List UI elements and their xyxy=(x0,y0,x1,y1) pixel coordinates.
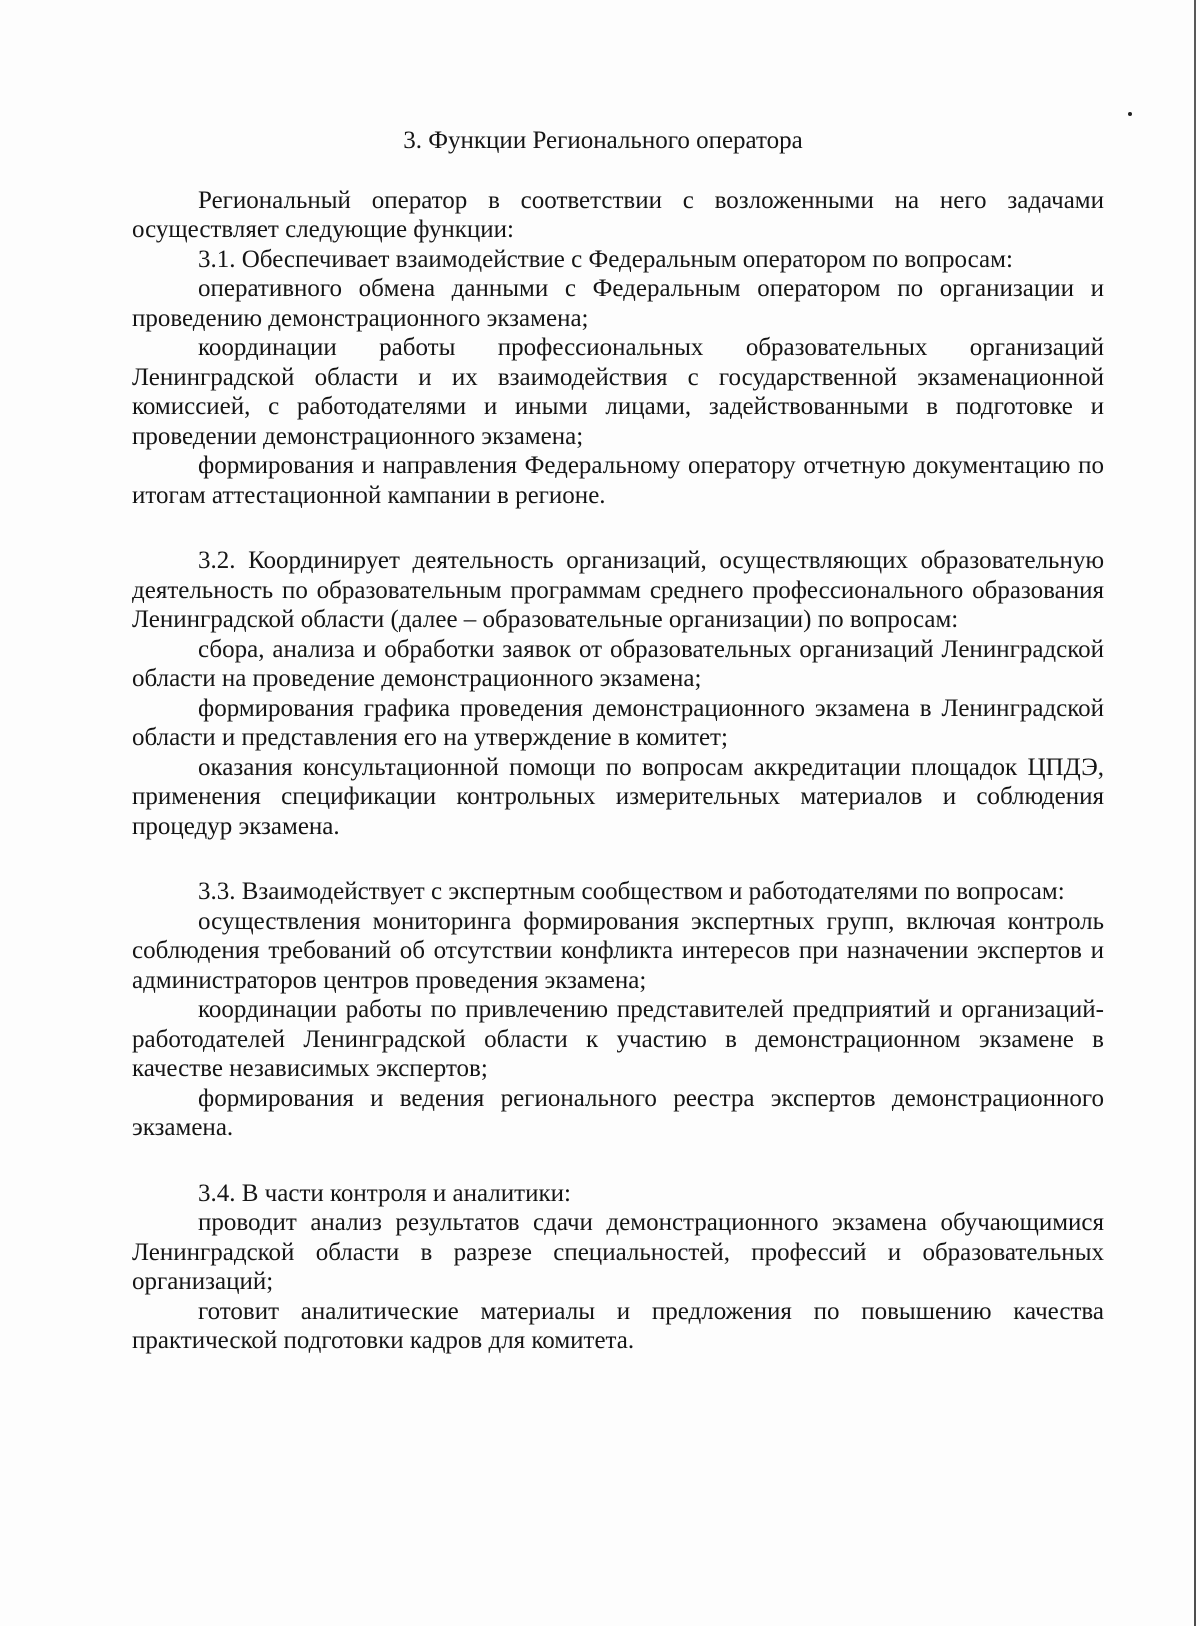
paragraph-p-3-1: 3.1. Обеспечивает взаимодействие с Федеральным оператором по вопросам: xyxy=(198,245,1013,273)
paragraph-p-3-4-b: готовит аналитические материалы и предложения по повышению качества практической подготовки кадров для комитета. xyxy=(132,1297,1104,1354)
scan-speck xyxy=(1128,112,1132,116)
paragraph-p-3-3: 3.3. Взаимодействует с экспертным сообществом и работодателями по вопросам: xyxy=(198,878,1065,905)
document-body xyxy=(132,126,1104,1356)
paragraph-p-3-1-a: оперативного обмена данными с Федеральным оператором по организации и проведению демонстрационного экзамена; xyxy=(132,275,1104,332)
paragraph-p-3-2: 3.2. Координирует деятельность организаций, осуществляющих образовательную деятельность по образовательным программам среднего профессионального образования Ленинградской области (далее – образовательные организации) по вопросам: xyxy=(132,547,1104,633)
paragraph-p-3-4-a: проводит анализ результатов сдачи демонстрационного экзамена обучающимися Ленинградской области в разрезе специальностей, профессий и образовательных организаций; xyxy=(132,1209,1104,1295)
paragraph-p-3-3-a: осуществления мониторинга формирования экспертных групп, включая контроль соблюдения требований об отсутствии конфликта интересов при назначении экспертов и администраторов центров проведения экзамена; xyxy=(132,907,1104,994)
paragraph-p-3-2-b: формирования графика проведения демонстрационного экзамена в Ленинградской области и представления его на утверждение в комитет; xyxy=(132,694,1104,751)
paragraph-p-3-1-b: координации работы профессиональных образовательных организаций Ленинградской области и их взаимодействия с государственной экзаменационной комиссией, с работодателями и иными лицами, задействованными в подготовке и проведении демонстрационного экзамена; xyxy=(132,334,1104,450)
paragraph-intro: Региональный оператор в соответствии с возложенными на него задачами осуществляет следующие функции: xyxy=(132,186,1104,243)
scan-edge-line xyxy=(1194,0,1196,1626)
paragraph-p-3-3-c: формирования и ведения регионального реестра экспертов демонстрационного экзамена. xyxy=(132,1084,1104,1141)
section-heading: 3. Функции Регионального оператора xyxy=(403,127,803,154)
paragraph-p-3-1-c: формирования и направления Федеральному оператору отчетную документацию по итогам аттестационной кампании в регионе. xyxy=(132,452,1104,509)
paragraph-p-3-3-b: координации работы по привлечению представителей предприятий и организаций-работодателей Ленинградской области к участию в демонстрационном экзамене в качестве независимых экспертов; xyxy=(132,996,1104,1082)
paragraph-p-3-2-a: сбора, анализа и обработки заявок от образовательных организаций Ленинградской области на проведение демонстрационного экзамена; xyxy=(132,635,1104,692)
paragraph-p-3-2-c: оказания консультационной помощи по вопросам аккредитации площадок ЦПДЭ, применения спецификации контрольных измерительных материалов и соблюдения процедур экзамена. xyxy=(132,753,1104,840)
paragraph-p-3-4: 3.4. В части контроля и аналитики: xyxy=(198,1179,571,1207)
paragraph-list xyxy=(132,186,1104,1356)
